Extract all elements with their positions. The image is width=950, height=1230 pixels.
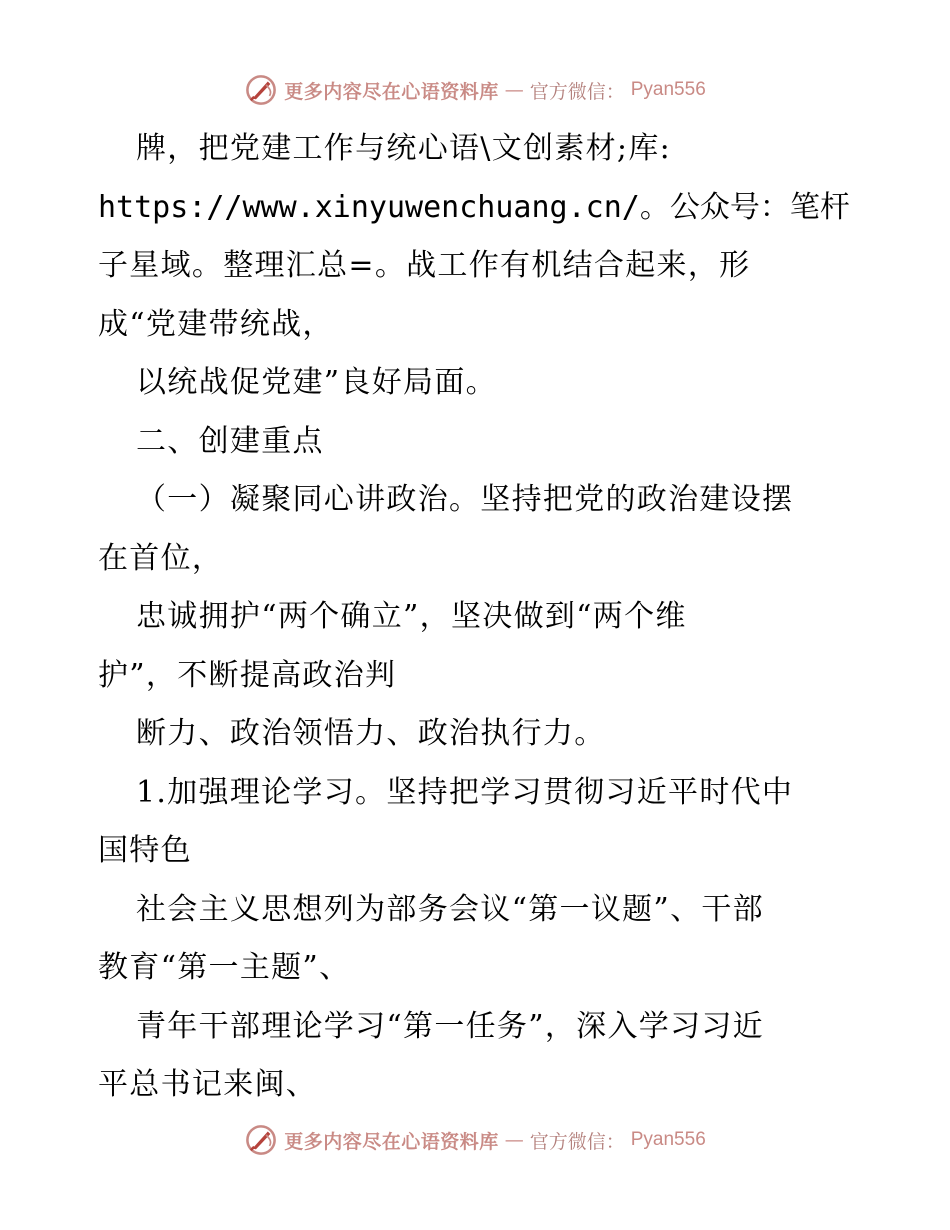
watermark-wechat-id: Pyan556 — [630, 1129, 706, 1150]
text-line: 教育“第一主题”、 — [98, 950, 351, 985]
text-line: 社会主义思想列为部务会议“第一议题”、干部 — [136, 891, 764, 927]
watermark-dash: — — [504, 79, 524, 101]
document-body — [98, 120, 858, 1115]
watermark-dash: — — [504, 1129, 524, 1151]
text-line: 平总书记来闽、 — [98, 1067, 318, 1102]
watermark-wechat-label: 官方微信： — [529, 80, 625, 103]
text-line: 国特色 — [98, 833, 192, 868]
feather-pen-icon — [244, 73, 278, 107]
text-line: 忠诚拥护“两个确立”，坚决做到“两个维 — [136, 599, 687, 634]
text-line: 以统战促党建”良好局面。 — [136, 365, 497, 400]
footer-watermark — [0, 1120, 950, 1160]
text-line: 护”，不断提高政治判 — [98, 657, 397, 693]
subsection-heading: （一）凝聚同心讲政治。坚持把党的政治建设摆 — [136, 482, 794, 517]
section-heading: 二、创建重点 — [136, 423, 324, 459]
text-line: 青年干部理论学习“第一任务”，深入学习习近 — [136, 1008, 764, 1044]
watermark-wechat-label: 官方微信： — [529, 1130, 625, 1153]
text-line: 子星域。整理汇总=。战工作有机结合起来，形 — [98, 248, 751, 283]
text-line: 成“党建带统战， — [98, 306, 334, 342]
watermark-wechat-id: Pyan556 — [630, 79, 706, 100]
feather-pen-icon — [244, 1123, 278, 1157]
text-line: 在首位， — [98, 540, 224, 576]
watermark-site-text: 更多内容尽在心语资料库 — [284, 1130, 499, 1153]
numbered-item: 1.加强理论学习。坚持把学习贯彻习近平时代中 — [136, 774, 794, 810]
watermark-site-text: 更多内容尽在心语资料库 — [284, 80, 499, 103]
header-watermark — [0, 70, 950, 110]
text-line-url: https://www.xinyuwenchuang.cn/。公众号：笔杆 — [98, 189, 850, 225]
text-line: 牌，把党建工作与统心语\文创素材;库: — [136, 131, 672, 166]
text-line: 断力、政治领悟力、政治执行力。 — [136, 716, 606, 751]
